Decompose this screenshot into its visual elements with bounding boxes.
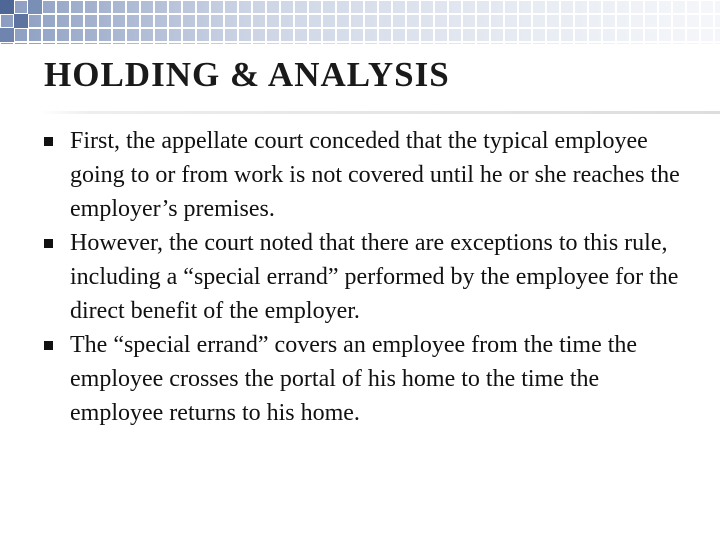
square-bullet-icon (44, 239, 53, 248)
bullet-text: First, the appellate court conceded that the typical employee going to or from work is not covered until he or she reaches the employer’s premises. (70, 128, 680, 222)
list-item (44, 328, 694, 430)
list-item (44, 124, 694, 226)
bullet-list (44, 124, 694, 430)
list-item (44, 226, 694, 328)
decorative-grid-pattern (0, 0, 720, 44)
bullet-text: The “special errand” covers an employee from the time the employee crosses the portal of his home to the time the employee returns to his home. (70, 332, 638, 426)
slide-title: HOLDING & ANALYSIS (44, 55, 450, 94)
bullet-text: However, the court noted that there are exceptions to this rule, including a “special errand” performed by the employee for the direct benefit of the employer. (70, 230, 679, 324)
square-bullet-icon (44, 341, 53, 350)
title-divider (0, 111, 720, 114)
square-bullet-icon (44, 137, 53, 146)
